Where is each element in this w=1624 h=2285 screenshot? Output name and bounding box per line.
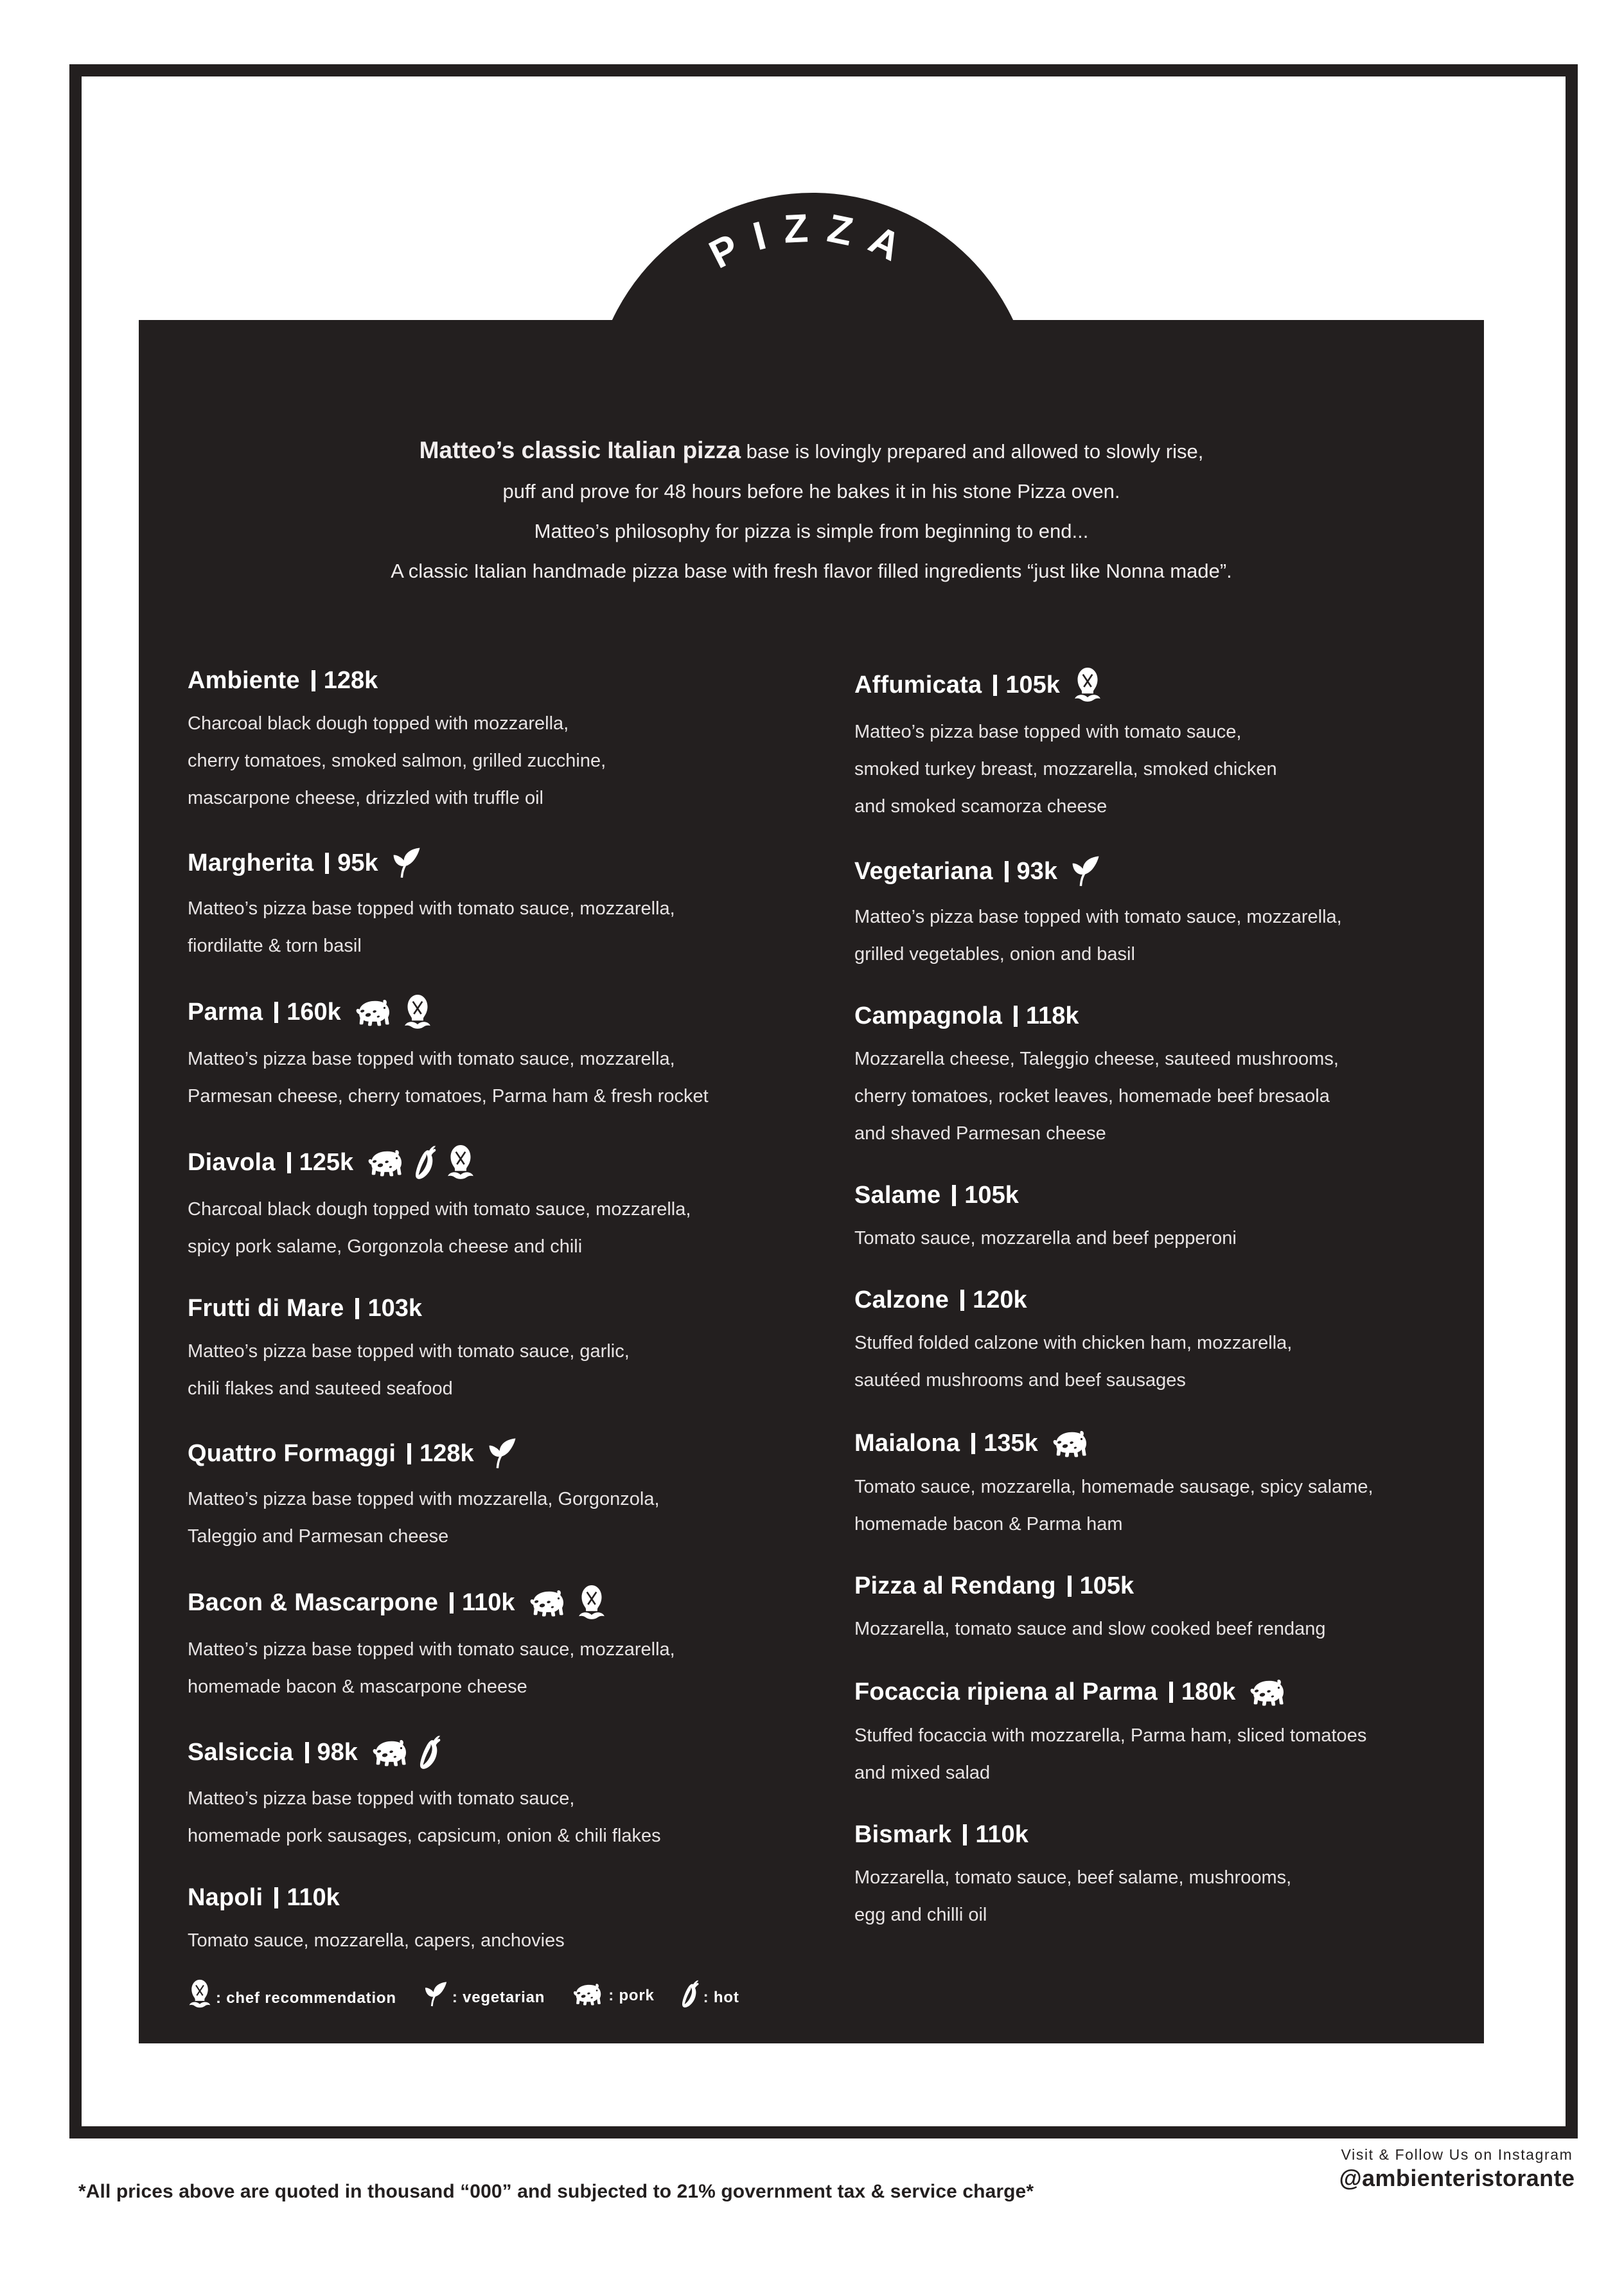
description-line: Matteo’s pizza base topped with tomato sauce, mozzarella, xyxy=(188,898,675,919)
menu-column-right xyxy=(854,667,1435,1959)
description-line: Parmesan cheese, cherry tomatoes, Parma ham & fresh rocket xyxy=(188,1086,709,1107)
description-line: and mixed salad xyxy=(854,1763,991,1783)
description-line: Charcoal black dough topped with tomato sauce, mozzarella, xyxy=(188,1199,691,1220)
menu-item-header xyxy=(188,1735,768,1770)
chef-icon xyxy=(188,1979,212,2009)
menu-item xyxy=(854,1002,1435,1152)
vegetarian-icon xyxy=(487,1437,518,1470)
description-line: Mozzarella cheese, Taleggio cheese, sauteed mushrooms, xyxy=(854,1049,1339,1069)
menu-item-header xyxy=(854,1286,1435,1314)
legend-label: : pork xyxy=(608,1987,655,2004)
menu-item-description xyxy=(188,1040,768,1115)
menu-item-description xyxy=(854,1859,1435,1934)
menu-item-badges xyxy=(1070,855,1101,888)
menu-item-name: Salsiccia xyxy=(188,1738,294,1766)
description-line: fiordilatte & torn basil xyxy=(188,936,362,956)
intro-line-3: Matteo’s philosophy for pizza is simple from beginning to end... xyxy=(534,520,1089,542)
menu-item-name: Focaccia ripiena al Parma xyxy=(854,1678,1158,1705)
description-line: Matteo’s pizza base topped with tomato sauce, mozzarella, xyxy=(854,907,1342,927)
description-line: sautéed mushrooms and beef sausages xyxy=(854,1370,1186,1391)
menu-item-description xyxy=(854,1610,1435,1648)
menu-item xyxy=(188,667,768,817)
pork-icon xyxy=(371,1738,410,1767)
price-divider xyxy=(325,853,329,874)
menu-item-header xyxy=(854,1572,1435,1600)
menu-item-badges xyxy=(528,1585,606,1621)
price-divider xyxy=(1014,1006,1018,1027)
menu-item-header xyxy=(188,1585,768,1621)
description-line: homemade bacon & Parma ham xyxy=(854,1514,1123,1534)
menu-item-badges xyxy=(354,994,432,1030)
menu-item xyxy=(854,1572,1435,1648)
menu-item xyxy=(854,855,1435,973)
hot-icon xyxy=(415,1145,437,1180)
menu-item-price: 128k xyxy=(419,1439,474,1467)
description-line: and smoked scamorza cheese xyxy=(854,796,1108,817)
description-line: cherry tomatoes, smoked salmon, grilled zucchine, xyxy=(188,751,606,771)
menu-item-description xyxy=(188,705,768,817)
chef-icon xyxy=(1073,667,1102,703)
menu-item-price: 125k xyxy=(299,1148,354,1176)
menu-item-name: Salame xyxy=(854,1182,941,1209)
price-divider xyxy=(274,1887,278,1908)
menu-item-header xyxy=(854,1677,1435,1707)
chef-icon xyxy=(446,1144,475,1180)
menu-item-price: 135k xyxy=(984,1429,1038,1457)
menu-item xyxy=(854,667,1435,825)
price-divider xyxy=(963,1824,967,1845)
menu-item-badges xyxy=(1248,1677,1288,1707)
footer xyxy=(0,2146,1624,2243)
description-line: Matteo’s pizza base topped with tomato sauce, garlic, xyxy=(188,1341,630,1362)
menu-item-price: 128k xyxy=(323,667,378,694)
chef-icon xyxy=(577,1585,606,1621)
menu-item-header xyxy=(854,667,1435,703)
legend-label: : hot xyxy=(703,1989,739,2006)
menu-item-header xyxy=(188,1437,768,1470)
menu-item-price: 95k xyxy=(337,849,378,876)
price-divider xyxy=(971,1433,975,1454)
price-divider xyxy=(274,1002,278,1023)
description-line: homemade pork sausages, capsicum, onion & chili flakes xyxy=(188,1826,661,1846)
price-divider xyxy=(1068,1576,1072,1597)
pizza-title-text: PIZZA xyxy=(702,205,923,278)
legend-entry xyxy=(682,1980,739,2008)
menu-item-name: Vegetariana xyxy=(854,857,993,885)
hot-icon xyxy=(682,1980,700,2008)
legend-entry xyxy=(423,1980,545,2008)
description-line: Charcoal black dough topped with mozzarella, xyxy=(188,713,569,734)
pork-icon xyxy=(528,1588,568,1617)
intro-line-1 xyxy=(139,431,1484,472)
intro-line-4: A classic Italian handmade pizza base with fresh flavor filled ingredients “just like Nonna made”. xyxy=(391,560,1232,582)
menu-item-badges xyxy=(487,1437,518,1470)
intro-line-2: puff and prove for 48 hours before he bakes it in his stone Pizza oven. xyxy=(502,480,1120,502)
menu-item-description xyxy=(188,890,768,965)
price-divider xyxy=(287,1152,291,1173)
menu-item-header xyxy=(188,846,768,880)
menu-item-header xyxy=(854,855,1435,888)
menu-item xyxy=(188,1884,768,1959)
menu-item xyxy=(854,1286,1435,1399)
description-line: mascarpone cheese, drizzled with truffle oil xyxy=(188,788,543,808)
menu-item-badges xyxy=(1051,1428,1091,1458)
menu-item-name: Parma xyxy=(188,998,263,1026)
menu-item xyxy=(188,1144,768,1265)
intro-lead: Matteo’s classic Italian pizza xyxy=(419,437,741,463)
menu-item-description xyxy=(854,898,1435,973)
menu-item-description xyxy=(188,1333,768,1407)
pork-icon xyxy=(1051,1428,1091,1458)
menu-item-description xyxy=(854,1324,1435,1399)
description-line: spicy pork salame, Gorgonzola cheese and chili xyxy=(188,1236,583,1257)
menu-columns xyxy=(188,667,1435,1959)
footer-social-block xyxy=(1290,2145,1624,2192)
vegetarian-icon xyxy=(423,1980,448,2008)
menu-item-description xyxy=(188,1780,768,1854)
menu-item-badges xyxy=(371,1735,441,1770)
vegetarian-icon xyxy=(391,846,422,880)
description-line: Matteo’s pizza base topped with tomato sauce, xyxy=(854,722,1242,742)
description-line: and shaved Parmesan cheese xyxy=(854,1123,1106,1144)
menu-item-price: 118k xyxy=(1026,1002,1079,1029)
menu-item xyxy=(854,1428,1435,1543)
menu-item-name: Ambiente xyxy=(188,667,300,694)
menu-item-price: 93k xyxy=(1016,857,1057,885)
menu-item-description xyxy=(188,1191,768,1265)
menu-item-header xyxy=(188,1144,768,1180)
menu-item-name: Quattro Formaggi xyxy=(188,1439,396,1467)
menu-item-description xyxy=(188,1480,768,1555)
pork-icon xyxy=(354,997,394,1027)
price-divider xyxy=(952,1185,956,1206)
menu-item-description xyxy=(188,1922,768,1959)
legend-label: : chef recommendation xyxy=(216,1989,396,2007)
description-line: Stuffed folded calzone with chicken ham, mozzarella, xyxy=(854,1333,1293,1353)
menu-item-header xyxy=(188,994,768,1030)
menu-item-name: Calzone xyxy=(854,1286,949,1313)
menu-item-badges xyxy=(1073,667,1102,703)
menu-item-price: 103k xyxy=(367,1295,423,1322)
menu-item-price: 110k xyxy=(287,1884,340,1911)
menu-item-description xyxy=(854,1040,1435,1152)
menu-item xyxy=(188,1735,768,1854)
menu-item-header xyxy=(188,1884,768,1912)
menu-item xyxy=(188,1585,768,1705)
menu-item xyxy=(854,1677,1435,1792)
menu-item-price: 180k xyxy=(1181,1678,1236,1705)
price-divider xyxy=(355,1298,359,1319)
pork-icon xyxy=(366,1148,406,1177)
menu-item-header xyxy=(188,667,768,695)
vegetarian-icon xyxy=(1070,855,1101,888)
menu-item-price: 105k xyxy=(1079,1572,1134,1599)
menu-item-price: 110k xyxy=(975,1821,1028,1848)
menu-item xyxy=(188,1437,768,1555)
description-line: Taleggio and Parmesan cheese xyxy=(188,1526,449,1547)
menu-item-badges xyxy=(391,846,422,880)
menu-item xyxy=(854,1182,1435,1257)
description-line: Matteo’s pizza base topped with tomato sauce, mozzarella, xyxy=(188,1049,675,1069)
menu-item-price: 105k xyxy=(1005,671,1060,698)
description-line: cherry tomatoes, rocket leaves, homemade beef bresaola xyxy=(854,1086,1330,1107)
price-divider xyxy=(960,1290,964,1311)
price-divider xyxy=(407,1443,411,1464)
menu-item xyxy=(854,1821,1435,1934)
description-line: Matteo’s pizza base topped with tomato sauce, mozzarella, xyxy=(188,1639,675,1660)
menu-item-name: Frutti di Mare xyxy=(188,1295,344,1322)
legend-entry xyxy=(188,1979,396,2009)
footer-price-note: *All prices above are quoted in thousand “000” and subjected to 21% government tax & service charge* xyxy=(78,2181,1034,2202)
pizza-dome-shape xyxy=(591,193,1034,321)
description-line: Matteo’s pizza base topped with tomato sauce, xyxy=(188,1788,575,1809)
description-line: Tomato sauce, mozzarella, homemade sausage, spicy salame, xyxy=(854,1477,1373,1497)
menu-item-description xyxy=(188,1631,768,1705)
menu-item-header xyxy=(854,1428,1435,1458)
menu-item-header xyxy=(854,1182,1435,1209)
menu-item-price: 110k xyxy=(462,1588,515,1616)
menu-item-header xyxy=(854,1821,1435,1849)
menu-item-name: Bismark xyxy=(854,1821,952,1848)
menu-item-description xyxy=(854,1717,1435,1792)
legend xyxy=(188,1979,739,2009)
menu-item-description xyxy=(854,1468,1435,1543)
menu-item-name: Affumicata xyxy=(854,671,982,698)
menu-item-name: Pizza al Rendang xyxy=(854,1572,1056,1599)
menu-item-description xyxy=(854,1220,1435,1257)
price-divider xyxy=(993,675,997,696)
description-line: egg and chilli oil xyxy=(854,1905,987,1925)
menu-item-name: Diavola xyxy=(188,1148,276,1176)
menu-item xyxy=(188,846,768,965)
price-divider xyxy=(1005,861,1009,882)
price-divider xyxy=(312,670,315,691)
price-divider xyxy=(450,1592,454,1614)
menu-item-price: 105k xyxy=(964,1182,1019,1209)
description-line: Mozzarella, tomato sauce and slow cooked beef rendang xyxy=(854,1619,1326,1639)
menu-item-name: Maialona xyxy=(854,1429,960,1457)
legend-entry xyxy=(572,1982,654,2006)
menu-item-name: Margherita xyxy=(188,849,314,876)
intro-line-1-rest: base is lovingly prepared and allowed to slowly rise, xyxy=(741,440,1204,463)
menu-item-price: 160k xyxy=(287,998,341,1026)
menu-column-left xyxy=(188,667,768,1959)
footer-visit-label: Visit & Follow Us on Instagram xyxy=(1341,2146,1573,2163)
legend-label: : vegetarian xyxy=(452,1988,545,2006)
menu-item-header xyxy=(188,1295,768,1322)
menu-item-name: Campagnola xyxy=(854,1002,1003,1029)
menu-panel xyxy=(139,320,1484,2043)
menu-item-name: Napoli xyxy=(188,1884,263,1911)
chef-icon xyxy=(403,994,432,1030)
description-line: chili flakes and sauteed seafood xyxy=(188,1378,453,1399)
price-divider xyxy=(1169,1682,1173,1703)
menu-item-header xyxy=(854,1002,1435,1030)
description-line: Mozzarella, tomato sauce, beef salame, mushrooms, xyxy=(854,1867,1292,1888)
price-divider xyxy=(305,1742,309,1763)
description-line: Tomato sauce, mozzarella, capers, anchovies xyxy=(188,1930,565,1951)
menu-item-badges xyxy=(366,1144,475,1180)
description-line: smoked turkey breast, mozzarella, smoked chicken xyxy=(854,759,1277,779)
description-line: Tomato sauce, mozzarella and beef pepperoni xyxy=(854,1228,1237,1249)
menu-item-name: Bacon & Mascarpone xyxy=(188,1588,439,1616)
footer-instagram-handle[interactable]: @ambienteristorante xyxy=(1339,2165,1575,2191)
menu-item xyxy=(188,1295,768,1407)
hot-icon xyxy=(419,1735,441,1770)
description-line: homemade bacon & mascarpone cheese xyxy=(188,1676,527,1697)
description-line: grilled vegetables, onion and basil xyxy=(854,944,1135,965)
description-line: Matteo’s pizza base topped with mozzarella, Gorgonzola, xyxy=(188,1489,660,1509)
menu-item xyxy=(188,994,768,1115)
pork-icon xyxy=(572,1982,605,2006)
menu-item-description xyxy=(854,713,1435,825)
menu-item-price: 98k xyxy=(317,1738,358,1766)
intro-paragraph xyxy=(139,431,1484,591)
pork-icon xyxy=(1248,1677,1288,1707)
menu-item-price: 120k xyxy=(973,1286,1027,1313)
description-line: Stuffed focaccia with mozzarella, Parma ham, sliced tomatoes xyxy=(854,1725,1367,1746)
